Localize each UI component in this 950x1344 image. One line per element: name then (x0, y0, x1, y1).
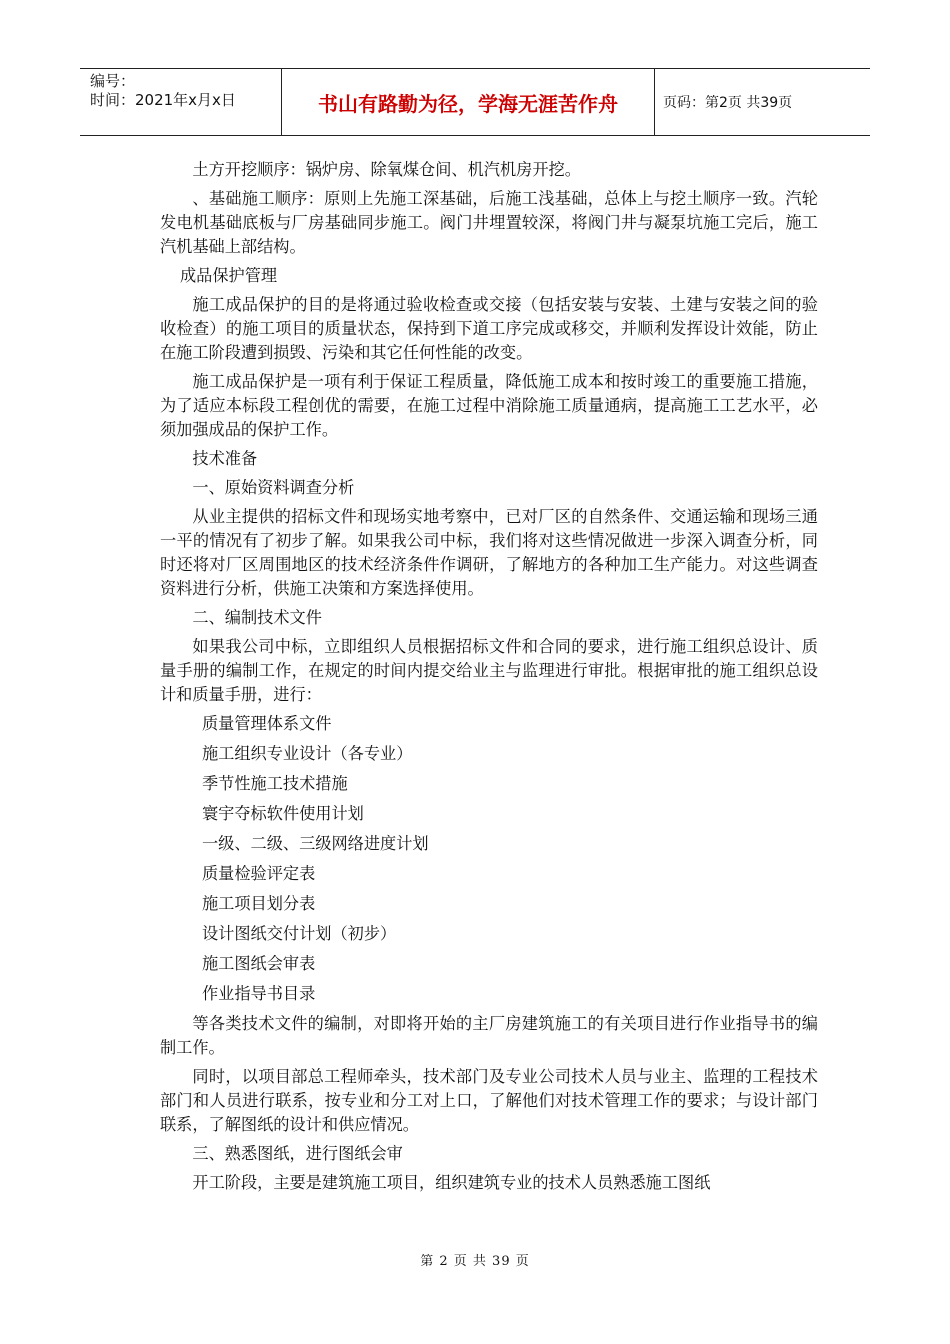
header-motto: 书山有路勤为径，学海无涯苦作舟 (282, 69, 655, 135)
header-meta (80, 69, 282, 135)
list-item: 施工项目划分表 (202, 894, 316, 913)
heading-section-3: 三、熟悉图纸，进行图纸会审 (192, 1144, 403, 1163)
list-item: 质量管理体系文件 (202, 714, 332, 733)
heading-section-1: 一、原始资料调查分析 (192, 478, 355, 497)
list-item: 设计图纸交付计划（初步） (202, 924, 397, 943)
page-header (80, 68, 870, 136)
paragraph-compile-documents: 如果我公司中标，立即组织人员根据招标文件和合同的要求，进行施工组织总设计、质量手册的编制工作，在规定的时间内提交给业主与监理进行审批。根据审批的施工组织总设计和质量手册，进行： (160, 637, 818, 704)
list-item: 寰宇夺标软件使用计划 (202, 804, 364, 823)
list-item: 一级、二级、三级网络进度计划 (202, 834, 429, 853)
paragraph-protection-importance: 施工成品保护是一项有利于保证工程质量，降低施工成本和按时竣工的重要施工措施，为了适应本标段工程创优的需要，在施工过程中消除施工质量通病，提高施工工艺水平，必须加强成品的保护工作。 (160, 372, 818, 439)
list-item: 施工组织专业设计（各专业） (202, 744, 413, 763)
paragraph-excavation-order: 土方开挖顺序：锅炉房、除氧煤仓间、机汽机房开挖。 (192, 160, 581, 179)
document-number-label: 编号： (90, 72, 136, 90)
paragraph-survey: 从业主提供的招标文件和现场实地考察中，已对厂区的自然条件、交通运输和现场三通一平的情况有了初步了解。如果我公司中标，我们将对这些情况做进一步深入调查分析，同时还将对厂区周围地区的技术经济条件作调研，了解地方的各种加工生产能力。对这些调查资料进行分析，供施工决策和方案选择使用。 (160, 507, 818, 598)
paragraph-start-phase: 开工阶段，主要是建筑施工项目，组织建筑专业的技术人员熟悉施工图纸 (192, 1173, 711, 1192)
document-body (160, 158, 818, 1200)
heading-section-2: 二、编制技术文件 (192, 608, 322, 627)
heading-technical-preparation: 技术准备 (192, 449, 258, 468)
list-item: 施工图纸会审表 (202, 954, 316, 973)
list-item: 季节性施工技术措施 (202, 774, 348, 793)
technical-document-list (160, 712, 818, 1006)
document-time-label: 时间：2021年x月x日 (90, 91, 236, 109)
list-item: 作业指导书目录 (202, 984, 316, 1003)
page-footer: 第 2 页 共 39 页 (420, 1254, 530, 1269)
paragraph-liaison: 同时，以项目部总工程师牵头，技术部门及专业公司技术人员与业主、监理的工程技术部门和人员进行联系，按专业和分工对上口，了解他们对技术管理工作的要求；与设计部门联系，了解图纸的设计和供应情况。 (160, 1067, 818, 1134)
heading-product-protection: 成品保护管理 (180, 266, 278, 285)
paragraph-compile-guides: 等各类技术文件的编制，对即将开始的主厂房建筑施工的有关项目进行作业指导书的编制工作。 (160, 1014, 818, 1057)
paragraph-protection-purpose: 施工成品保护的目的是将通过验收检查或交接（包括安装与安装、土建与安装之间的验收检查）的施工项目的质量状态，保持到下道工序完成或移交，并顺利发挥设计效能，防止在施工阶段遭到损毁、污染和其它任何性能的改变。 (160, 295, 818, 362)
paragraph-foundation-order: 、基础施工顺序：原则上先施工深基础，后施工浅基础，总体上与挖土顺序一致。汽轮发电机基础底板与厂房基础同步施工。阀门井埋置较深，将阀门井与凝泵坑施工完后，施工汽机基础上部结构。 (160, 189, 818, 256)
list-item: 质量检验评定表 (202, 864, 316, 883)
header-page-info: 页码：第2页 共39页 (663, 95, 793, 111)
